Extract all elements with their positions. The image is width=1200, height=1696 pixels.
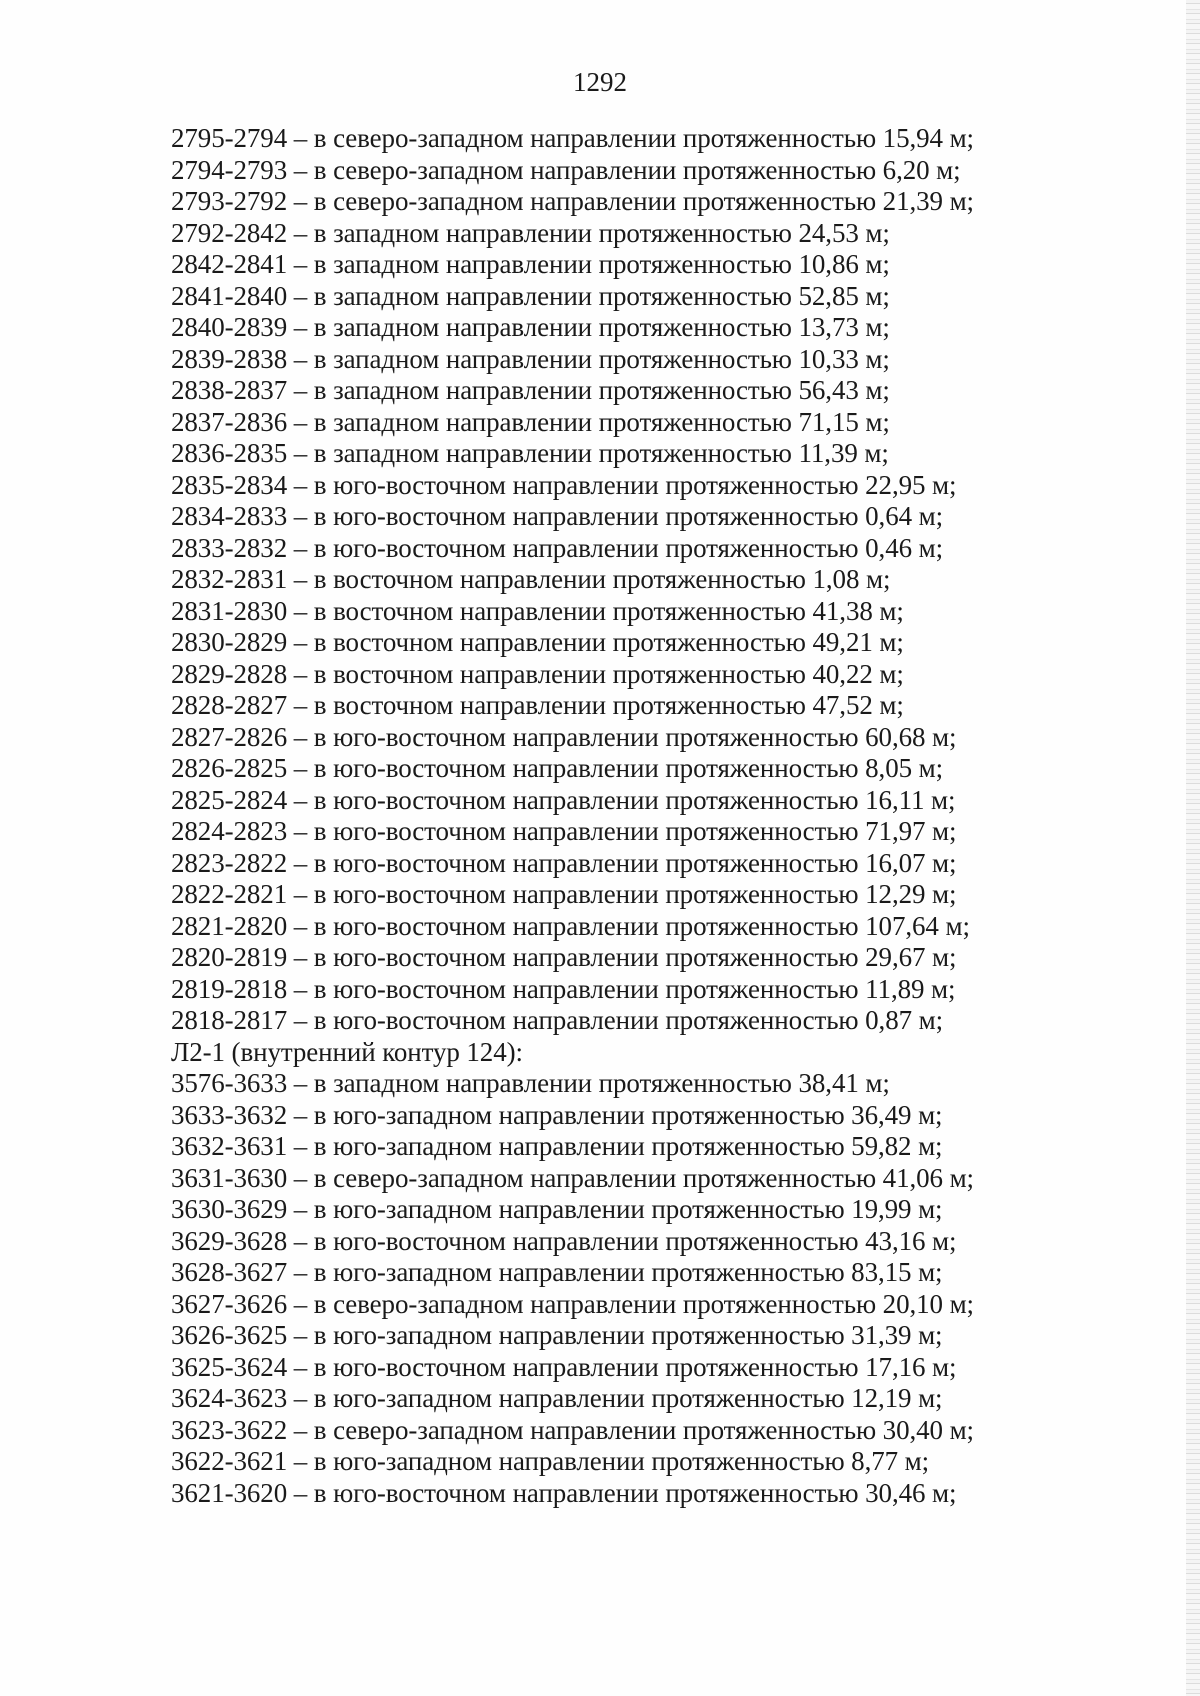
scan-edge-strip bbox=[1186, 0, 1200, 1696]
boundary-segment-line: 3633-3632 – в юго-западном направлении протяженностью 36,49 м; bbox=[171, 1099, 943, 1130]
boundary-segment-line: 2831-2830 – в восточном направлении протяженностью 41,38 м; bbox=[171, 595, 904, 626]
boundary-segment-line: 3630-3629 – в юго-западном направлении протяженностью 19,99 м; bbox=[171, 1194, 943, 1224]
boundary-segment-line: 2835-2834 – в юго-восточном направлении протяженностью 22,95 м; bbox=[171, 469, 957, 500]
boundary-segment-line: 2819-2818 – в юго-восточном направлении протяженностью 11,89 м; bbox=[171, 973, 956, 1004]
boundary-segment-line: 3629-3628 – в юго-восточном направлении протяженностью 43,16 м; bbox=[171, 1225, 957, 1256]
boundary-segment-line: 2818-2817 – в юго-восточном направлении протяженностью 0,87 м; bbox=[171, 1005, 944, 1035]
section-heading: Л2-1 (внутренний контур 124): bbox=[171, 1036, 523, 1067]
boundary-segment-line: 2827-2826 – в юго-восточном направлении протяженностью 60,68 м; bbox=[171, 721, 957, 752]
boundary-segment-line: 3621-3620 – в юго-восточном направлении протяженностью 30,46 м; bbox=[171, 1477, 957, 1508]
boundary-description-list bbox=[171, 123, 1131, 1509]
boundary-segment-line: 3623-3622 – в северо-западном направлении протяженностью 30,40 м; bbox=[171, 1414, 974, 1445]
boundary-segment-line: 2832-2831 – в восточном направлении протяженностью 1,08 м; bbox=[171, 564, 891, 594]
boundary-segment-line: 3622-3621 – в юго-западном направлении протяженностью 8,77 м; bbox=[171, 1446, 930, 1476]
boundary-segment-line: 2842-2841 – в западном направлении протяженностью 10,86 м; bbox=[171, 249, 890, 279]
boundary-segment-line: 2825-2824 – в юго-восточном направлении протяженностью 16,11 м; bbox=[171, 784, 956, 815]
boundary-segment-line: 3624-3623 – в юго-западном направлении протяженностью 12,19 м; bbox=[171, 1383, 943, 1413]
boundary-segment-line: 2834-2833 – в юго-восточном направлении протяженностью 0,64 м; bbox=[171, 501, 944, 531]
boundary-segment-line: 2837-2836 – в западном направлении протяженностью 71,15 м; bbox=[171, 406, 890, 437]
boundary-segment-line: 2792-2842 – в западном направлении протяженностью 24,53 м; bbox=[171, 217, 890, 248]
boundary-segment-line: 2841-2840 – в западном направлении протяженностью 52,85 м; bbox=[171, 280, 890, 311]
boundary-segment-line: 2828-2827 – в восточном направлении протяженностью 47,52 м; bbox=[171, 690, 904, 720]
boundary-segment-line: 2821-2820 – в юго-восточном направлении протяженностью 107,64 м; bbox=[171, 910, 970, 941]
boundary-segment-line: 3627-3626 – в северо-западном направлении протяженностью 20,10 м; bbox=[171, 1288, 974, 1319]
boundary-segment-line: 2824-2823 – в юго-восточном направлении протяженностью 71,97 м; bbox=[171, 816, 957, 846]
boundary-segment-line: 3631-3630 – в северо-западном направлении протяженностью 41,06 м; bbox=[171, 1162, 974, 1193]
boundary-segment-line: 2823-2822 – в юго-восточном направлении протяженностью 16,07 м; bbox=[171, 847, 957, 878]
boundary-segment-line: 2826-2825 – в юго-восточном направлении протяженностью 8,05 м; bbox=[171, 753, 944, 783]
boundary-segment-line: 3626-3625 – в юго-западном направлении протяженностью 31,39 м; bbox=[171, 1320, 943, 1350]
boundary-segment-line: 2836-2835 – в западном направлении протяженностью 11,39 м; bbox=[171, 438, 889, 468]
boundary-segment-line: 2830-2829 – в восточном направлении протяженностью 49,21 м; bbox=[171, 627, 904, 657]
boundary-segment-line: 2793-2792 – в северо-западном направлении протяженностью 21,39 м; bbox=[171, 186, 974, 216]
boundary-segment-line: 3628-3627 – в юго-западном направлении протяженностью 83,15 м; bbox=[171, 1257, 943, 1287]
boundary-segment-line: 2840-2839 – в западном направлении протяженностью 13,73 м; bbox=[171, 312, 890, 342]
page-number: 1292 bbox=[573, 67, 627, 97]
boundary-segment-line: 3625-3624 – в юго-восточном направлении протяженностью 17,16 м; bbox=[171, 1351, 957, 1382]
boundary-segment-line: 3632-3631 – в юго-западном направлении протяженностью 59,82 м; bbox=[171, 1131, 943, 1161]
boundary-segment-line: 2839-2838 – в западном направлении протяженностью 10,33 м; bbox=[171, 343, 890, 374]
boundary-segment-line: 3576-3633 – в западном направлении протяженностью 38,41 м; bbox=[171, 1068, 890, 1098]
boundary-segment-line: 2833-2832 – в юго-восточном направлении протяженностью 0,46 м; bbox=[171, 532, 944, 563]
boundary-segment-line: 2820-2819 – в юго-восточном направлении протяженностью 29,67 м; bbox=[171, 942, 957, 972]
boundary-segment-line: 2829-2828 – в восточном направлении протяженностью 40,22 м; bbox=[171, 658, 904, 689]
boundary-segment-line: 2795-2794 – в северо-западном направлении протяженностью 15,94 м; bbox=[171, 123, 974, 153]
boundary-segment-line: 2838-2837 – в западном направлении протяженностью 56,43 м; bbox=[171, 375, 890, 405]
boundary-segment-line: 2794-2793 – в северо-западном направлении протяженностью 6,20 м; bbox=[171, 154, 961, 185]
boundary-segment-line: 2822-2821 – в юго-восточном направлении протяженностью 12,29 м; bbox=[171, 879, 957, 909]
